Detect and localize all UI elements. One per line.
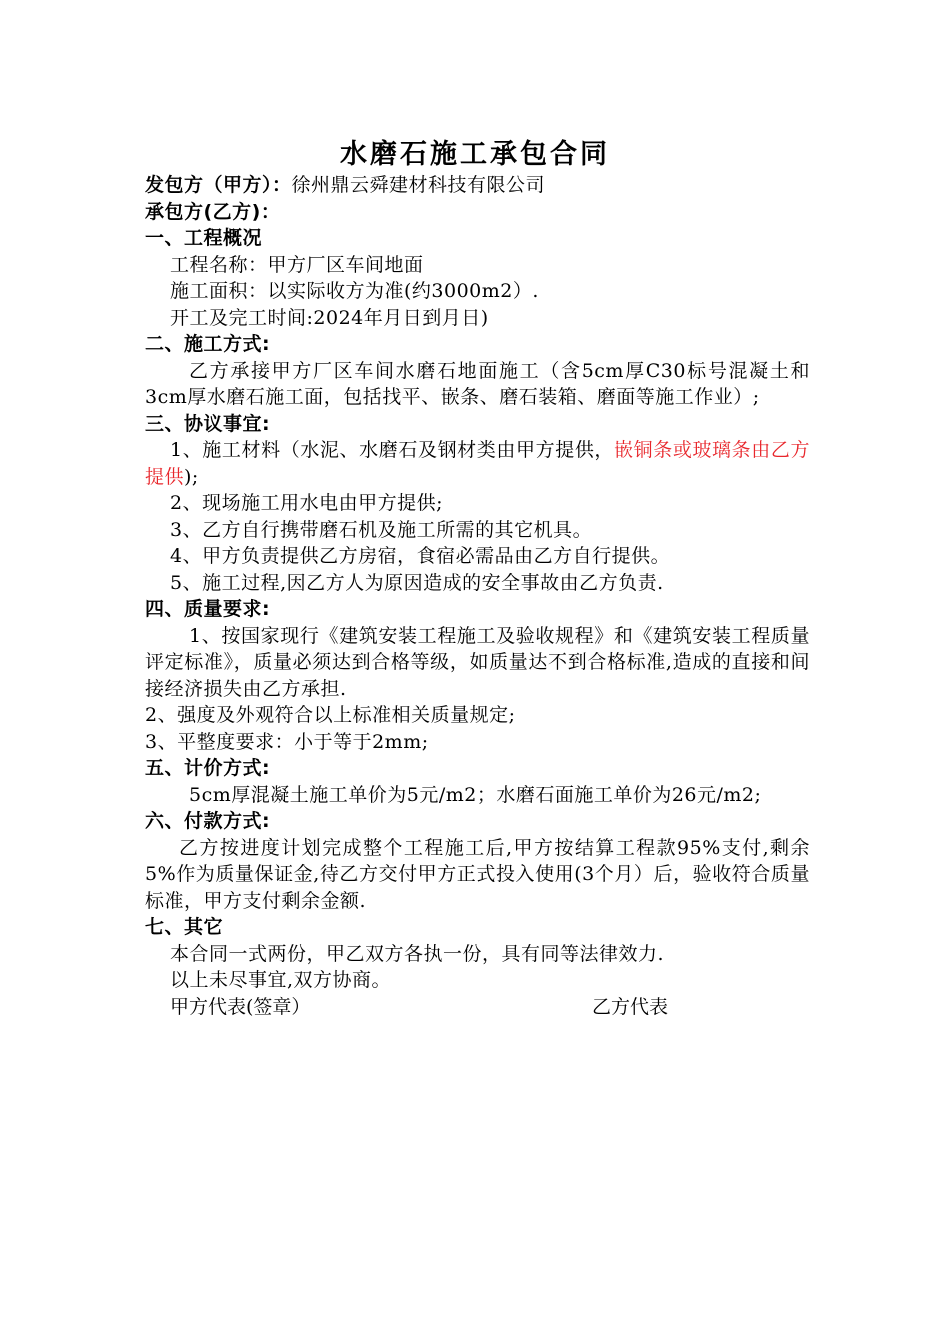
agreement-item-2: 2、现场施工用水电由甲方提供; [170,492,443,514]
party-a-line [145,172,810,199]
contract-body [145,172,810,1020]
pricing-body: 5cm厚混凝土施工单价为5元/m2；水磨石面施工单价为26元/m2; [189,783,762,806]
party-a-label: 发包方（甲方）： [145,174,292,196]
party-a-value: 徐州鼎云舜建材科技有限公司 [291,174,546,196]
party-b-signature: 乙方代表 [592,995,669,1018]
construction-area: 施工面积：以实际收方为准(约3000m2）. [170,280,539,302]
section-6-heading: 六、付款方式: [145,810,271,832]
party-a-signature: 甲方代表(签章） [170,995,311,1018]
project-name: 工程名称：甲方厂区车间地面 [170,253,424,276]
party-b-line: 承包方(乙方)： [145,200,281,223]
agreement-item-3: 3、乙方自行携带磨石机及施工所需的其它机具。 [170,518,593,541]
document-title: 水磨石施工承包合同 [340,139,610,170]
agreement-item-4: 4、甲方负责提供乙方房宿，食宿必需品由乙方自行提供。 [170,545,671,567]
agreement-item-1 [145,437,810,490]
section-3-heading: 三、协议事宜: [145,412,271,435]
quality-item-2: 2、强度及外观符合以上标准相关质量规定; [145,704,516,726]
agreement-item-5: 5、施工过程,因乙方人为原因造成的安全事故由乙方负责. [170,571,664,594]
agreement-item-1-highlight: 嵌铜条或玻璃条由乙方提供 [145,439,810,488]
other-line-1: 本合同一式两份，甲乙双方各执一份，具有同等法律效力. [170,942,665,965]
construction-period: 开工及完工时间:2024年月日到月日) [170,306,489,329]
section-1-heading: 一、工程概况 [145,227,263,249]
section-2-heading: 二、施工方式: [145,333,271,355]
section-4-heading: 四、质量要求: [145,598,271,620]
section-2-body: 乙方承接甲方厂区车间水磨石地面施工（含5cm厚C30标号混凝土和3cm厚水磨石施工面，包括找平、嵌条、磨石装箱、磨面等施工作业）; [145,359,810,408]
payment-body: 乙方按进度计划完成整个工程施工后,甲方按结算工程款95%支付,剩余5%作为质量保证金,待乙方交付甲方正式投入使用(3个月）后，验收符合质量标准，甲方支付剩余金额. [145,836,810,912]
quality-item-1: 1、按国家现行《建筑安装工程施工及验收规程》和《建筑安装工程质量评定标准》，质量必须达到合格等级，如质量达不到合格标准,造成的直接和间接经济损失由乙方承担. [145,624,810,700]
signature-row [145,994,810,1021]
section-5-heading: 五、计价方式: [145,757,271,779]
other-line-2: 以上未尽事宜,双方协商。 [170,969,392,991]
section-7-heading: 七、其它 [145,916,224,938]
agreement-item-1-text: 1、施工材料（水泥、水磨石及钢材类由甲方提供， [170,439,615,461]
quality-item-3: 3、平整度要求：小于等于2mm; [145,730,429,753]
agreement-item-1-end: ); [184,465,199,488]
